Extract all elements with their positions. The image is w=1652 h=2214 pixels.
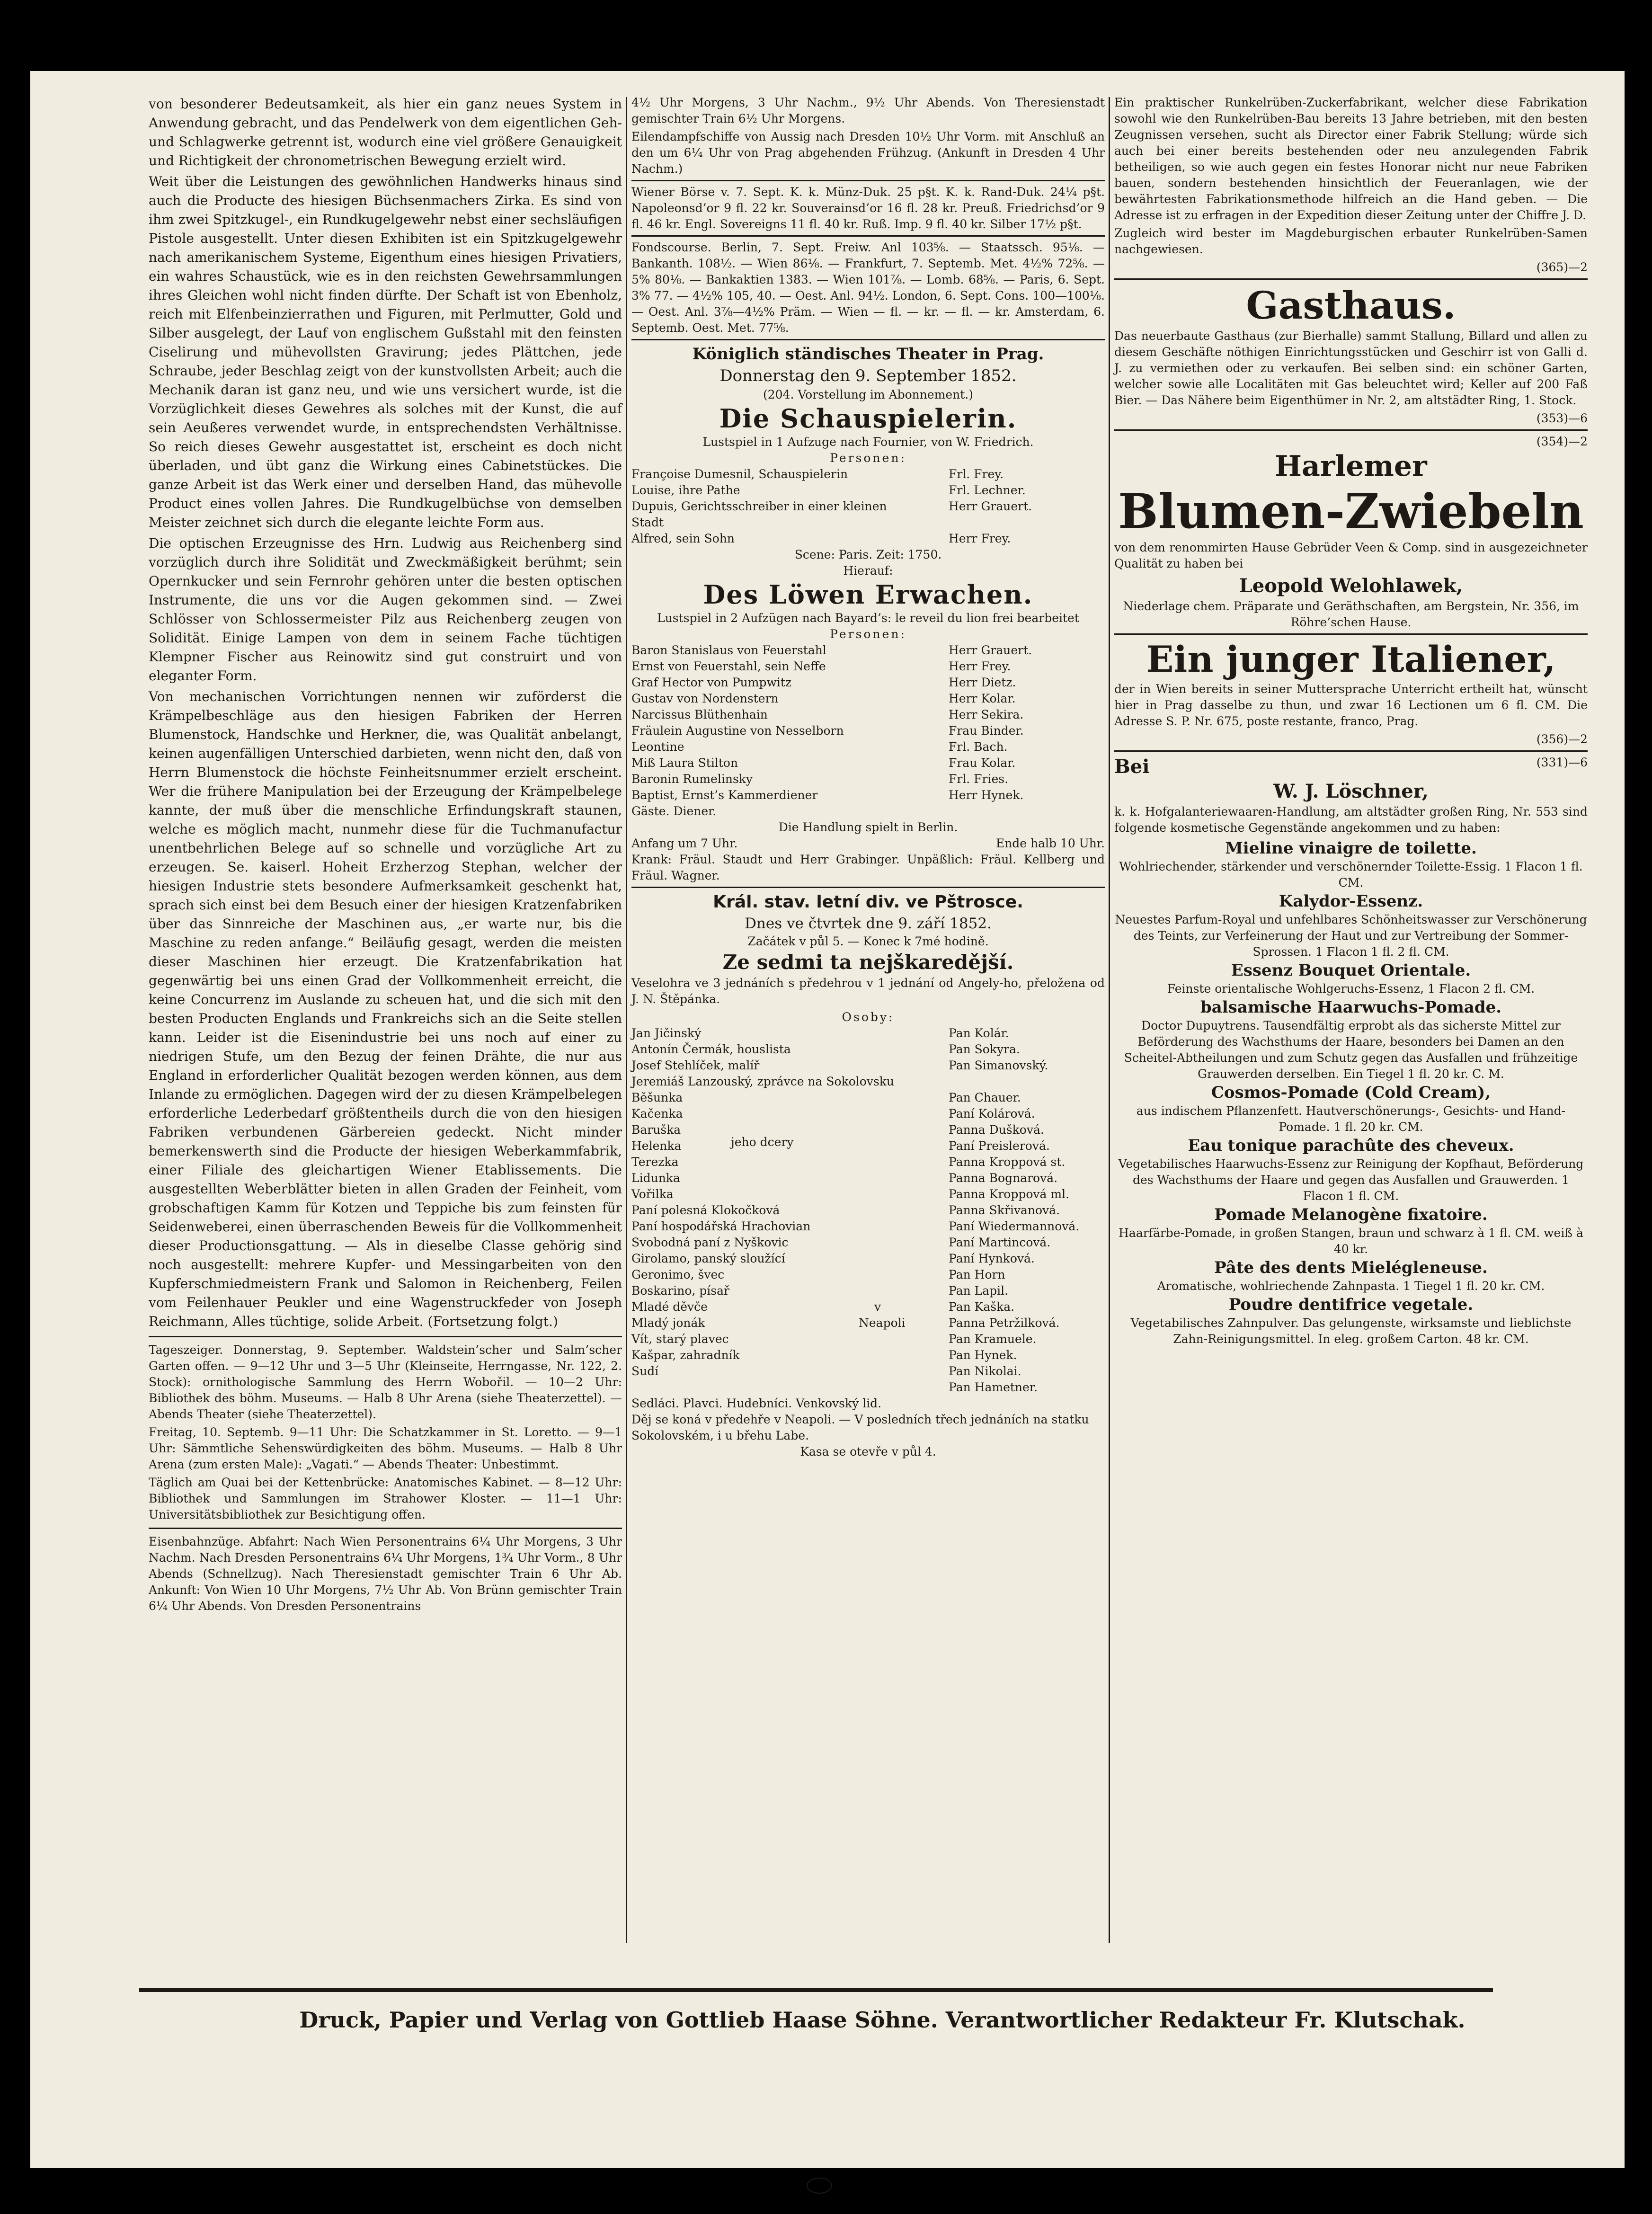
ad-number: (353)—6 [1536,411,1588,425]
product-description: aus indischem Pflanzenfett. Hautverschönerungs-, Gesichts- und Hand-Pomade. 1 fl. 20 kr. CM. [1136,1104,1566,1134]
product-title: Pâte des dents Mielégleneuse. [1214,1258,1488,1277]
cast-actor: Pan Kaška. [949,1300,1015,1314]
cast-role: Geronimo, švec [631,1268,725,1281]
section-rule [149,1336,622,1337]
ad-number: (356)—2 [1536,732,1588,746]
cast-role: Fräulein Augustine von Nesselborn [631,724,844,738]
cast-actor: Pan Kramuele. [949,1332,1037,1346]
cast-list [631,466,1105,547]
cast-actor: Paní Kolárová. [949,1107,1035,1120]
play-title: Des Löwen Erwachen. [703,579,1033,610]
steamship-schedule: Eilendampfschiffe von Aussig nach Dresden 10½ Uhr Vorm. mit Anschluß an den um 6¼ Uhr von Prag abgehenden Frühzug. (Ankunft in Dresden 4 Uhr Nachm.) [631,130,1105,176]
cast-role: Svobodná paní z Nyškovic [631,1236,789,1249]
cast-role: Jan Jičinský [631,1026,702,1040]
article-paragraph: von besonderer Bedeutsamkeit, als hier ein ganz neues System in Anwendung gebracht, und das Pendelwerk von dem eigentlichen Geh- und Schlagwerke getrennt ist, wodurch eine viel größere Genauigkeit und Richtigkeit der chronometrischen Bewegung erzielt wird. [149,96,622,169]
bei-row [1114,755,1588,779]
section-rule [1114,633,1588,635]
italiener-text: der in Wien bereits in seiner Muttersprache Unterricht ertheilt hat, wünscht hier in Prag dasselbe zu thun, und zwar 16 Lectionen um 6 fl. CM. Die Adresse S. P. Nr. 675, poste restante, franco, Prag. [1114,682,1588,728]
cast-row [631,1235,1105,1251]
merchant-intro: k. k. Hofgalanteriewaaren-Handlung, am altstädter großen Ring, Nr. 553 sind folgende kosmetische Gegenstände angekommen und zu haben: [1114,805,1588,835]
czech-theater-heading: Král. stav. letní div. ve Pštrosce. [713,892,1023,912]
cast-actor: Herr Frey. [949,659,1011,673]
cast-row [631,531,1105,547]
article-paragraph: Weit über die Leistungen des gewöhnlichen Handwerks hinaus sind auch die Producte des hiesigen Büchsenmachers Zirka. Es sind von ihm zwei Spitzkugel-, ein Rundkugelgewehr nebst einer sechsläufigen Pistole ausgestellt. Unter diesen Exhibiten ist ein Spitzkugelgewehr nach amerikanischem Systeme, Eigenthum eines hiesigen Privatiers, ein wahres Schaustück, wie es in den reichsten Gewehrsammlungen ihres Gleichen wohl nicht finden dürfte. Der Schaft ist von Ebenholz, reich mit Elfenbeinzierrathen und Figuren, mit Perlmutter, Gold und Silber ausgelegt, der Lauf von englischem Gußstahl mit den feinsten Ciselirung und mühevollsten Gravirung; jedes Plättchen, jede Schraube, jeder Beschlag zeigt von der kunstvollsten Arbeit; auch die Mechanik daran ist ganz neu, und wie uns versichert wurde, ist die Vorzüglichkeit dieses Gewehres als solches mit der Kunst, die auf sein Aeußeres verwendet wurde, in entsprechendsten Verhältnisse. So reich dieses Gewehr ausgestattet ist, erscheint es doch nicht überladen, und übt ganz die Wirkung eines Cabinetstückes. Die ganze Arbeit ist das Werk einer und derselben Hand, das mühevolle Product eines vollen Jahres. Die Rundkugelbüchse von demselben Meister zeichnet sich durch die elegante leichte Form aus. [149,174,622,530]
product-description: Aromatische, wohlriechende Zahnpasta. 1 Tiegel 1 fl. 20 kr. CM. [1157,1279,1545,1293]
cast-actor: Frau Kolar. [949,756,1016,770]
section-rule [631,339,1105,340]
cast-row [631,1154,1105,1170]
cast-actor: Panna Dušková. [949,1123,1044,1137]
cast-role: Miß Laura Stilton [631,756,738,770]
hierauf-label: Hierauf: [843,564,893,578]
czech-play-subtitle: Veselohra ve 3 jednáních s předehrou v 1 jednání od Angely-ho, přeložena od J. N. Štěpánka. [631,976,1105,1006]
ad-sugar-seeds: Zugleich wird bester im Magdeburgischen erbauter Runkelrüben-Samen nachgewiesen. [1114,226,1588,256]
cast-row [631,803,1105,819]
cast-actor: Paní Preislerová. [949,1139,1050,1153]
column-2 [631,95,1105,1460]
cast-actor [949,1074,1105,1090]
cast-role: Dupuis, Gerichtsschreiber in einer kleinen Stadt [631,499,887,529]
gasthaus-text: Das neuerbaute Gasthaus (zur Bierhalle) sammt Stallung, Billard und allen zu diesem Geschäfte nöthigen Einrichtungsstücken und Geschirr ist von Galli d. J. zu vermiethen oder zu verkaufen. Bei selben sind: ein schöner Garten, welcher sowie alle Localitäten mit Gas beleuchtet wird; Keller auf 200 Faß Bier. — Das Nähere beim Eigenthümer in Nr. 2, am altstädter Ring, 1. Stock. [1114,329,1588,407]
cast-role: Josef Stehlíček, malíř [631,1058,760,1072]
czech-time: Začátek v půl 5. — Konec k 7mé hodině. [747,934,989,948]
article-paragraph: Von mechanischen Vorrichtungen nennen wir zuförderst die Krämpelbeschläge aus den hiesigen Fabriken der Herren Blumenstock, Handschke und Herkner, die, was Qualität anbelangt, keinen augenfälligen Unterschied darbieten, wenn nicht den, daß von Herrn Blumenstock die höchste Feinheitsnummer erzielt erscheint. Wer die frühere Manipulation bei der Erzeugung der Krämpelbelege kannte, der muß über die menschliche Erfindungskraft staunen, welche es möglich macht, nunmehr diese für die Tuchmanufactur unentbehrlichen Belege auf so schnelle und vorzügliche Art zu erzeugen. Se. kaiserl. Hoheit Erzherzog Stephan, welcher der hiesigen Industrie stets besondere Aufmerksamkeit geschenkt hat, sprach sich einst bei dem Besuch einer der hiesigen Kratzenfabriken über das Sinnreiche der Maschinen aus, „er warte nur, bis die Maschine zu reden anfange.“ Beiläufig gesagt, werden die meisten dieser Maschinen hier erzeugt. Die Kratzenfabrikation hat gegenwärtig bei uns einen Grad der Vollkommenheit erreicht, die keine Concurrenz im Auslande zu scheuen hat, und die sich mit den besten Producten Englands und Frankreichs sich an die Seite stellen kann. Leider ist die Eisenindustrie bei uns noch auf einer zu niedrigen Stufe, um den Bezug der feinen Drähte, die nur aus England in erforderlicher Qualität bezogen werden können, aus dem Inlande zu ermöglichen. Dagegen wird der zu diesen Krämpelbelegen erforderliche Lederbedarf größtentheils durch die von den hiesigen Fabriken verbundenen Gärbereien gedeckt. Nicht minder bemerkenswerth sind die Producte der hiesigen Weberkammfabrik, einer Filiale des gleichartigen Wiener Etablissements. Die ausgestellten Weberblätter bieten in allen Graden der Feinheit, vom grobschaftigen Kamm für Kotzen und Teppiche bis zum feinsten für Seidenweberei, einen überraschenden Beweis für die Vollkommenheit dieser Productionsgattung. — Als in dieselbe Classe gehörig sind noch ausgestellt: mehrere Kupfer- und Messingarbeiten von den Kupferschmiedmeistern Frank und Salomon in Reichenberg, Feilen vom Feilenhauer Peukler und eine Wagenstruckfeder von Joseph Reichmann, Alles tüchtige, solide Arbeit. (Fortsetzung folgt.) [149,689,622,1329]
cast-actor: Panna Kroppová st. [949,1155,1066,1169]
cast-row [631,658,1105,675]
cast-row [631,1122,1105,1138]
product-title: Mieline vinaigre de toilette. [1225,839,1477,858]
cast-row [631,739,1105,755]
cast-role: Baptist, Ernst’s Kammerdiener [631,788,818,802]
merchant-address: Niederlage chem. Präparate und Geräthschaften, am Bergstein, Nr. 356, im Röhre’schen Hause. [1123,599,1579,629]
column-3 [1114,95,1588,1347]
theater-heading: Königlich ständisches Theater in Prag. [692,345,1044,364]
product-title: Essenz Bouquet Orientale. [1231,961,1471,980]
cast-role: Ernst von Feuerstahl, sein Neffe [631,659,826,673]
cast-role: Alfred, sein Sohn [631,532,735,545]
cast-actor: Frau Binder. [949,724,1024,738]
product-title: Pomade Melanogène fixatoire. [1214,1205,1488,1224]
cast-role: Běšunka [631,1091,683,1104]
cast-role: Helenka [631,1139,682,1153]
play-title: Die Schauspielerin. [719,403,1017,434]
cast-role: Narcissus Blüthenhain [631,708,768,721]
cast-row [631,1218,1105,1235]
play-subtitle: Lustspiel in 1 Aufzuge nach Fournier, von W. Friedrich. [702,435,1034,449]
cast-actor: Frl. Lechner. [949,483,1026,497]
fund-courses: Fondscourse. Berlin, 7. Sept. Freiw. Anl 103⅝. — Staatssch. 95⅛. — Bankanth. 108½. — Wien 86⅛. — Frankfurt, 7. Septemb. Met. 4½% 72⅝. — 5% 80⅛. — Bankaktien 1383. — Wien 101⅞. — Lomb. 68⅝. — Paris, 6. Sept. 3% 77. — 4½% 105, 40. — Oest. Anl. 94½. London, 6. Sept. Cons. 100—100⅛. — Oest. Anl. 3⅞—4½% Präm. — Wien — fl. — kr. — fl. — kr. Amsterdam, 6. Septemb. Oest. Met. 77⅝. [631,240,1105,335]
group-note: jeho dcery [731,1135,794,1149]
cast-role: Kašpar, zahradník [631,1348,740,1362]
product-description: Feinste orientalische Wohlgeruchs-Essenz, 1 Flacon 2 fl. CM. [1167,982,1535,996]
cast-actor: Frl. Bach. [949,740,1008,754]
cast-role: Leontine [631,740,684,754]
cast-role: Mladý jonák [631,1316,705,1330]
railway-schedule: Eisenbahnzüge. Abfahrt: Nach Wien Personentrains 6¼ Uhr Morgens, 3 Uhr Nachm. Nach Dresden Personentrains 6¼ Uhr Morgens, 1¾ Uhr Vorm., 8 Uhr Abends (Schnellzug). Nach Theresienstadt gemischter Train 6 Uhr Ab. Ankunft: Von Wien 10 Uhr Morgens, 7½ Uhr Ab. Von Brünn gemischter Train 6¼ Uhr Abends. Von Dresden Personentrains [149,1535,622,1613]
box-office-note: Kasa se otevře v půl 4. [800,1445,936,1458]
cast-row [631,1363,1105,1379]
cast-role: Graf Hector von Pumpwitz [631,676,792,689]
cast-row [631,1186,1105,1202]
product-description: Doctor Dupuytrens. Tausendfältig erprobt als das sicherste Mittel zur Beförderung des Wachsthums der Haare, besonders bei Damen an den Scheitel-Abtheilungen und zum Schutz gegen das Ausfallen und frühzeitige Grauwerden derselben. Ein Tiegel 1 fl. 20 kr. C. M. [1124,1019,1578,1081]
cast-row [631,1283,1105,1299]
section-rule [1114,429,1588,431]
cast-actor: Pan Lapil. [949,1284,1009,1298]
cast-role: Terezka [631,1155,679,1169]
column-1 [149,95,622,1616]
section-rule [631,180,1105,181]
cast-actor: Paní Wiedermannová. [949,1219,1080,1233]
cast-actor: Panna Petržilková. [949,1316,1060,1330]
start-time: Anfang um 7 Uhr. [631,836,738,850]
end-time: Ende halb 10 Uhr. [995,836,1105,850]
cast-label: Personen: [830,627,906,641]
cast-row [631,498,1105,531]
cast-role: Vořilka [631,1187,674,1201]
czech-extras: Sedláci. Plavci. Hudebníci. Venkovský lid. [631,1396,882,1410]
cast-row [631,675,1105,691]
cast-role: Boskarino, písař [631,1284,729,1298]
cast-actor: Herr Kolar. [949,692,1016,705]
cast-actor: Pan Kolár. [949,1026,1009,1040]
cast-actor: Panna Bognarová. [949,1171,1058,1185]
setting-note: Die Handlung spielt in Berlin. [778,820,958,834]
cast-actor: Herr Hynek. [949,788,1024,802]
cast-row [631,1379,1105,1396]
cast-actor: Pan Horn [949,1268,1005,1281]
cast-row [631,1331,1105,1347]
library-stamp [807,2178,832,2194]
cast-row [631,1090,1105,1106]
scene-note: Scene: Paris. Zeit: 1750. [794,548,942,561]
cast-actor: Pan Chauer. [949,1091,1021,1104]
cast-role: Paní hospodářská Hrachovian [631,1219,811,1233]
harlem-heading: Harlemer [1275,450,1427,483]
cast-list [631,1025,1105,1396]
cast-row [631,723,1105,739]
product-title: balsamische Haarwuchs-Pomade. [1200,998,1502,1017]
vienna-exchange: Wiener Börse v. 7. Sept. K. k. Münz-Duk. 25 p§t. K. k. Rand-Duk. 24¼ p§t. Napoleonsd’or 9 fl. 22 kr. Souverainsd’or 16 fl. 28 kr. Preuß. Friedrichsd’or 9 fl. 46 kr. Engl. Sovereigns 11 fl. 40 kr. Ruß. Imp. 9 fl. 40 kr. Silber 17½ p§t. [631,185,1105,231]
cast-role: Baron Stanislaus von Feuerstahl [631,643,826,657]
cast-row [631,1058,1105,1074]
cast-role: Antonín Čermák, houslista [631,1042,791,1056]
product-description: Vegetabilisches Haarwuchs-Essenz zur Reinigung der Kopfhaut, Beförderung des Wachsthums der Haare und gegen das Ausfallen und Grauwerden. 1 Flacon 1 fl. CM. [1118,1157,1584,1203]
cast-actor: Paní Martincová. [949,1236,1051,1249]
section-rule [631,887,1105,888]
cast-role: Girolamo, panský sloužící [631,1252,785,1265]
cast-role: Sudí [631,1364,659,1378]
cast-actor [949,803,1105,819]
czech-play-title: Ze sedmi ta nejškaredější. [722,951,1014,974]
cast-row [631,642,1105,658]
cast-actor: Panna Skřivanová. [949,1203,1060,1217]
cast-role: Françoise Dumesnil, Schauspielerin [631,467,848,481]
cast-row [631,787,1105,803]
cast-role: Jeremiáš Lanzouský, zprávce na Sokolovsku [631,1075,895,1088]
cast-row [631,1106,1105,1122]
cast-actor: Panna Kroppová ml. [949,1187,1070,1201]
section-rule [1114,750,1588,752]
blumen-heading: Blumen-Zwiebeln [1118,483,1584,539]
cast-row [631,1041,1105,1058]
cast-actor: Herr Dietz. [949,676,1016,689]
product-description: Haarfärbe-Pomade, in großen Stangen, braun und schwarz à 1 fl. CM. weiß à 40 kr. [1119,1226,1583,1256]
cast-row [631,1251,1105,1267]
ad-number: (354)—2 [1536,435,1588,448]
product-list [1114,838,1588,1347]
czech-theater-date: Dnes ve čtvrtek dne 9. září 1852. [745,915,992,932]
cast-row [631,466,1105,482]
cast-actor: Frl. Fries. [949,772,1009,786]
sick-note: Krank: Fräul. Staudt und Herr Grabinger. Unpäßlich: Fräul. Kellberg und Fräul. Wagner. [631,853,1105,882]
tageszeiger-entry: Freitag, 10. Septemb. 9—11 Uhr: Die Schatzkammer in St. Loretto. — 9—1 Uhr: Sämmtliche Sehenswürdigkeiten des böhm. Museums. — Halb 8 Uhr Arena (zum ersten Male): „Vagati.“ — Abends Theater: Unbestimmt. [149,1425,622,1471]
cast-actor: Herr Sekira. [949,708,1024,721]
blumen-text: von dem renommirten Hause Gebrüder Veen & Comp. sind in ausgezeichneter Qualität zu haben bei [1114,541,1588,570]
cast-actor: Pan Nikolai. [949,1364,1021,1378]
theater-date: Donnerstag den 9. September 1852. [719,366,1017,385]
cast-actor: Paní Hynková. [949,1252,1035,1265]
article-paragraph: Die optischen Erzeugnisse des Hrn. Ludwig aus Reichenberg sind vorzüglich durch ihre Solidität und Zweckmäßigkeit berühmt; sein Opernkucker und sein Fernrohr gehören unter die besten optischen Instrumente, die uns vor die Augen gekommen sind. — Zwei Schlösser von Schlossermeister Pilz aus Reichenberg zeugen von Solidität. Einige Lampen von dem in seinem Fache tüchtigen Klempner Fischer aus Reinowitz sind gut construirt und von eleganter Form. [149,535,622,684]
product-description: Vegetabilisches Zahnpulver. Das gelungenste, wirksamste und lieblichste Zahn-Reinigungsmittel. In eleg. großem Carton. 48 kr. CM. [1130,1316,1572,1346]
cast-label: Osoby: [842,1010,895,1024]
section-rule [1114,278,1588,280]
product-description: Wohlriechender, stärkender und verschönernder Toilette-Essig. 1 Flacon 1 fl. CM. [1119,860,1583,889]
cast-row [631,1170,1105,1186]
cast-row [631,691,1105,707]
cast-row [631,1138,1105,1154]
cast-row [631,1267,1105,1283]
newspaper-page [30,71,1625,2168]
merchant-name: W. J. Löschner, [1273,780,1429,802]
merchant-name: Leopold Welohlawek, [1239,575,1463,597]
cast-actor: Pan Sokyra. [949,1042,1020,1056]
cast-role: Gäste. Diener. [631,804,717,818]
cast-actor: Frl. Frey. [949,467,1004,481]
theater-performance-number: (204. Vorstellung im Abonnement.) [763,388,974,401]
cast-role: Gustav von Nordenstern [631,692,779,705]
czech-cast-block [631,1025,1105,1396]
railway-schedule-cont: 4½ Uhr Morgens, 3 Uhr Nachm., 9½ Uhr Abends. Von Theresienstadt gemischter Train 6½ Uhr Morgens. [631,96,1105,125]
cast-role: Mladé děvče [631,1300,708,1314]
column-rule [1109,97,1110,1943]
cast-row [631,1074,1105,1090]
product-title: Eau tonique parachûte des cheveux. [1188,1136,1514,1155]
cast-actor: Herr Frey. [949,532,1011,545]
product-title: Kalydor-Essenz. [1279,892,1423,911]
cast-actor: Herr Grauert. [949,643,1032,657]
cast-list [631,642,1105,819]
cast-actor: Pan Simanovský. [949,1058,1048,1072]
tageszeiger-entry: Tageszeiger. Donnerstag, 9. September. Waldstein’scher und Salm’scher Garten offen. — 9—12 Uhr und 3—5 Uhr (Kleinseite, Herrngasse, Nr. 122, 2. Stock): ornithologische Sammlung des Herrn Wobořil. — 10—2 Uhr: Bibliothek des böhm. Museums. — Halb 8 Uhr Arena (siehe Theaterzettel). — Abends Theater (siehe Theaterzettel). [149,1343,622,1421]
bei-label: Bei [1114,756,1150,778]
cast-actor: Pan Hametner. [949,1380,1038,1394]
cast-row [631,755,1105,771]
cast-role: Baruška [631,1123,681,1137]
cast-row [631,1025,1105,1041]
cast-label: Personen: [830,451,906,465]
product-title: Poudre dentifrice vegetale. [1228,1295,1474,1314]
tageszeiger-entry: Täglich am Quai bei der Kettenbrücke: Anatomisches Kabinet. — 8—12 Uhr: Bibliothek und Sammlungen im Strahower Kloster. — 11—1 Uhr: Universitätsbibliothek zur Besichtigung offen. [149,1476,622,1521]
cast-row [631,1202,1105,1218]
cast-role: Vít, starý plavec [631,1332,729,1346]
section-rule [631,235,1105,237]
czech-place: Děj se koná v předehře v Neapoli. — V posledních třech jednáních na statku Sokolovském, i u břehu Labe. [631,1413,1089,1442]
cast-row [631,1347,1105,1363]
cast-role: Paní polesná Klokočková [631,1203,780,1217]
italiener-heading: Ein junger Italiener, [1146,638,1556,680]
imprint-footer: Druck, Papier und Verlag von Gottlieb Haase Söhne. Verantwortlicher Redakteur Fr. Klutschak. [299,2007,1465,2033]
cast-actor: Herr Grauert. [949,499,1032,513]
cast-row [631,482,1105,498]
column-rule [626,97,627,1943]
play-subtitle: Lustspiel in 2 Aufzügen nach Bayard’s: le reveil du lion frei bearbeitet [657,611,1079,625]
cast-role: Baronin Rumelinsky [631,772,753,786]
section-rule [149,1528,622,1529]
cast-role: Lidunka [631,1171,680,1185]
ad-number: (365)—2 [1536,260,1588,274]
cast-role: Louise, ihre Pathe [631,483,740,497]
footer-rule [139,1988,1493,1992]
cast-row [631,771,1105,787]
cast-role: Kačenka [631,1107,683,1120]
group-note: v Neapoli [859,1300,906,1330]
ad-number: (331)—6 [1536,756,1588,769]
product-title: Cosmos-Pomade (Cold Cream), [1211,1083,1491,1102]
ad-sugar-manufacturer: Ein praktischer Runkelrüben-Zuckerfabrikant, welcher diese Fabrikation sowohl wie den Runkelrüben-Bau bereits 13 Jahre betrieben, mit den besten Zeugnissen versehen, sucht als Director einer Fabrik Stellung; würde sich auch bei einer bereits bestehenden oder neu anzulegenden Fabrik betheiligen, so wie auch gegen ein festes Honorar nicht nur neue Fabriken bauen, sondern bestehenden hinsichtlich der Feueranlagen, wie der bewährtesten Fabrikationsmethode hilfreich an die Hand geben. — Die Adresse ist zu erfragen in der Expedition dieser Zeitung unter der Chiffre J. D. [1114,96,1588,222]
cast-row [631,707,1105,723]
gasthaus-title: Gasthaus. [1246,283,1456,328]
product-description: Neuestes Parfum-Royal und unfehlbares Schönheitswasser zur Verschönerung des Teints, zur Verfeinerung der Haut und zur Vertreibung der Sommer-Sprossen. 1 Flacon 1 fl. 2 fl. CM. [1115,913,1587,959]
cast-actor: Pan Hynek. [949,1348,1017,1362]
time-row [631,836,1105,852]
